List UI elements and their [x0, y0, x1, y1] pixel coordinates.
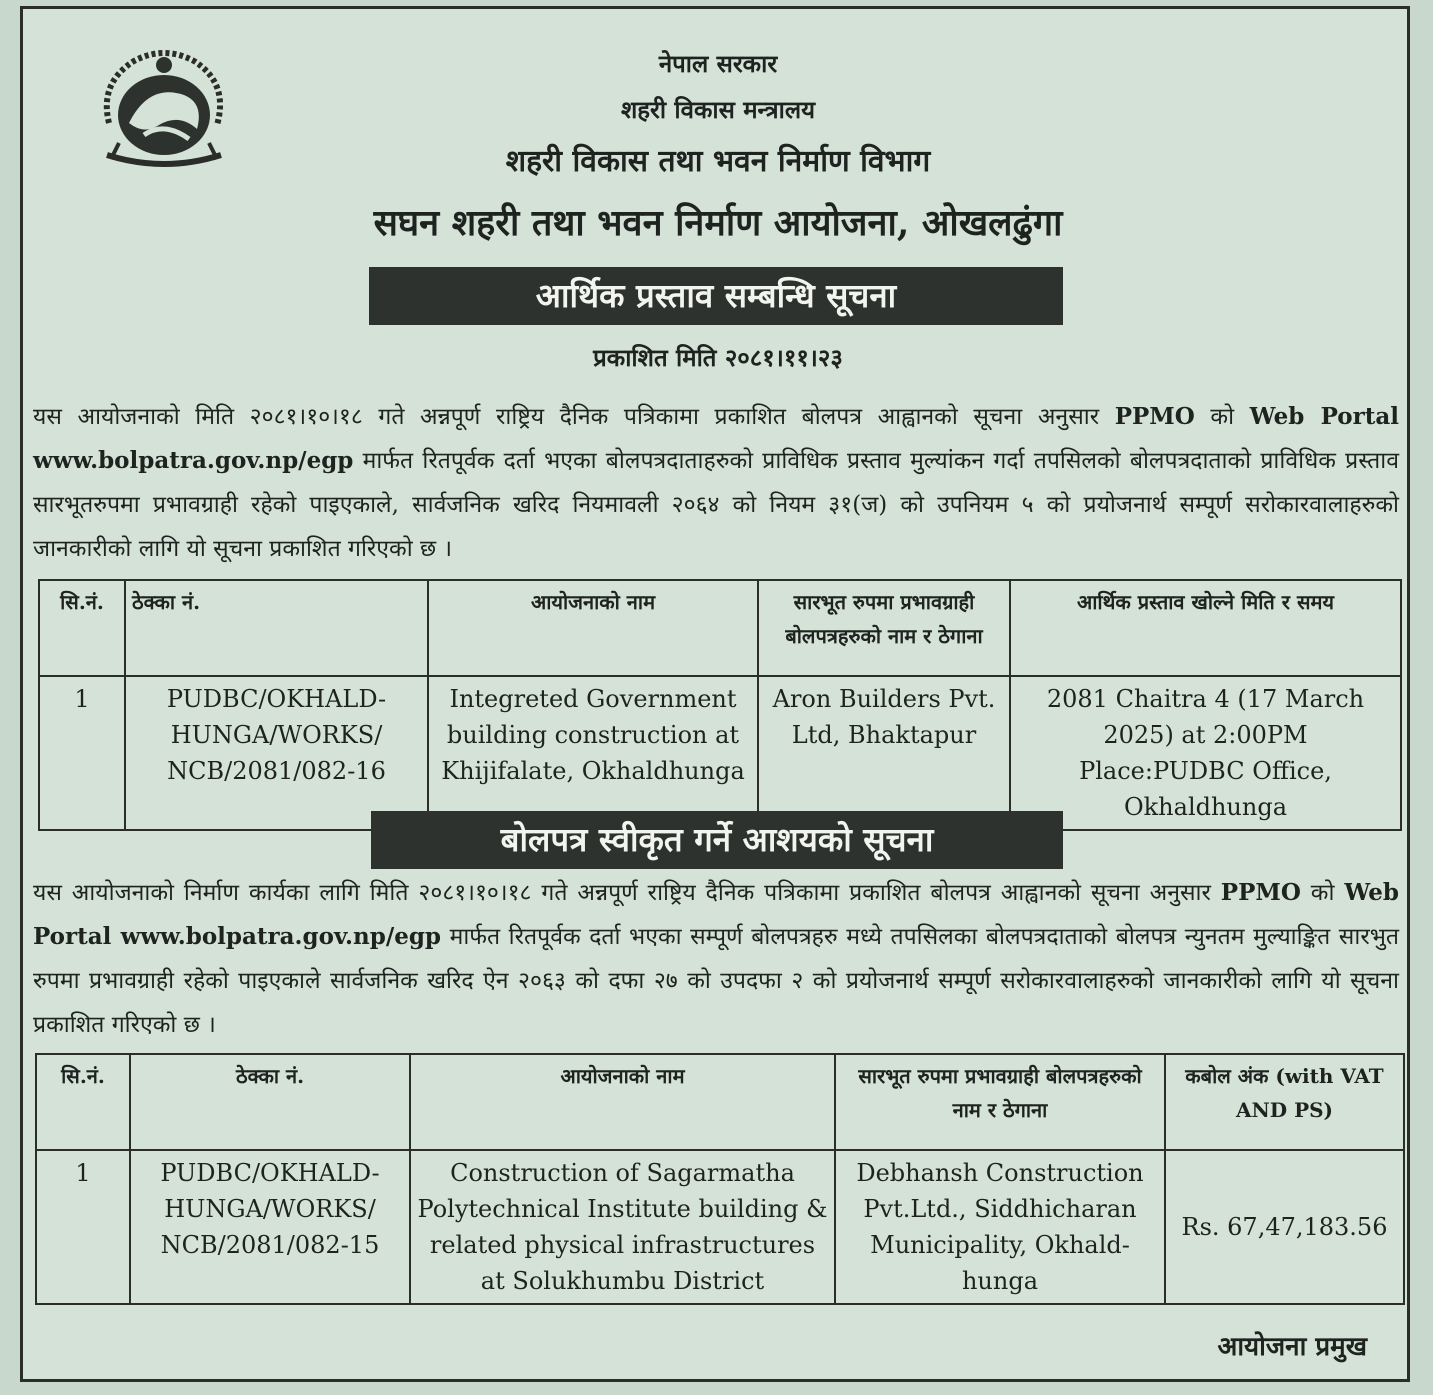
cell-bidder: Debhansh Construction Pvt.Ltd., Siddhicharan Municipality, Okhald-hunga — [835, 1150, 1165, 1304]
col-header-project-name: आयोजनाको नाम — [410, 1054, 835, 1150]
cell-sn: 1 — [36, 1150, 130, 1304]
cell-contract-no: PUDBC/OKHALD-HUNGA/WORKS/ NCB/2081/082-16 — [125, 676, 428, 830]
letter-of-intent-table — [35, 1053, 1405, 1305]
table-row — [36, 1150, 1404, 1304]
header-ministry: शहरी विकास मन्त्रालय — [620, 95, 816, 124]
notice2-body-c: मार्फत रितपूर्वक दर्ता भएका सम्पूर्ण बोलपत्रहरु मध्ये तपसिलका बोलपत्रदाताको बोलपत्र न्युनतम मुल्याङ्कित सारभुत रुपमा प्रभावग्राही रहेको पाइएकाले सार्वजनिक खरिद ऐन २०६३ को दफा २७ को उपदफा २ को प्रयोजनार्थ सम्पूर्ण सरोकारवालाहरुको जानकारीको लागि यो सूचना प्रकाशित गरिएको छ । — [33, 924, 1400, 1038]
notice-title-letter-of-intent: बोलपत्र स्वीकृत गर्ने आशयको सूचना — [371, 811, 1063, 869]
table-header-row — [39, 580, 1401, 676]
col-header-project-name: आयोजनाको नाम — [428, 580, 758, 676]
notice1-body-c: मार्फत रितपूर्वक दर्ता भएका बोलपत्रदाताहरुको प्राविधिक प्रस्ताव मुल्यांकन गर्दा तपसिलको बोलपत्रदाताको प्राविधिक प्रस्ताव सारभूतरुपमा प्रभावग्राही रहेको पाइएकाले, सार्वजनिक खरिद नियमावली २०६४ को नियम ३१(ज) को उपनियम ५ को प्रयोजनार्थ सम्पूर्ण सरोकारवालाहरुको जानकारीको लागि यो सूचना प्रकाशित गरिएको छ । — [33, 448, 1399, 562]
cell-opening-date: 2081 Chaitra 4 (17 March 2025) at 2:00PM Place:PUDBC Office, Okhaldhunga — [1010, 676, 1401, 830]
cell-project-name: Construction of Sagarmatha Polytechnical Institute building & related physical infrastructures at Solukhumbu District — [410, 1150, 835, 1304]
col-header-sn: सि.नं. — [36, 1054, 130, 1150]
cell-bidder: Aron Builders Pvt. Ltd, Bhaktapur — [758, 676, 1010, 830]
header-project-office: सघन शहरी तथा भवन निर्माण आयोजना, ओखलढुंगा — [373, 202, 1063, 244]
col-header-bidder: सारभूत रुपमा प्रभावग्राही बोलपत्रहरुको नाम र ठेगाना — [758, 580, 1010, 676]
notice1-body — [33, 395, 1399, 571]
col-header-bid-amount: कबोल अंक (with VAT AND PS) — [1165, 1054, 1404, 1150]
notice2-body — [33, 871, 1399, 1047]
col-header-contract-no: ठेक्का नं. — [125, 580, 428, 676]
col-header-bidder: सारभूत रुपमा प्रभावग्राही बोलपत्रहरुको नाम र ठेगाना — [835, 1054, 1165, 1150]
col-header-sn: सि.नं. — [39, 580, 125, 676]
header-government: नेपाल सरकार — [658, 49, 778, 78]
notice1-ppmo: PPMO — [1114, 403, 1195, 430]
notice2-body-a: यस आयोजनाको निर्माण कार्यका लागि मिति २०८१।१०।१८ गते अन्नपूर्ण राष्ट्रिय दैनिक पत्रिकामा प्रकाशित बोलपत्र आह्वानको सूचना अनुसार — [33, 880, 1221, 906]
notice2-portal: Web Portal www.bolpatra.gov.np/egp — [33, 879, 1399, 950]
notice1-body-a: यस आयोजनाको मिति २०८१।१०।१८ गते अन्नपूर्ण राष्ट्रिय दैनिक पत्रिकामा प्रकाशित बोलपत्र आह्वानको सूचना अनुसार — [33, 404, 1115, 430]
notice2-ppmo: PPMO — [1220, 879, 1301, 906]
notice-title-financial-proposal: आर्थिक प्रस्ताव सम्बन्धि सूचना — [369, 267, 1063, 325]
cell-project-name: Integreted Government building construction at Khijifalate, Okhaldhunga — [428, 676, 758, 830]
signature-project-chief: आयोजना प्रमुख — [1217, 1332, 1367, 1362]
cell-sn: 1 — [39, 676, 125, 830]
cell-bid-amount: Rs. 67,47,183.56 — [1165, 1150, 1404, 1304]
notice2-body-b: को — [1300, 880, 1345, 906]
notice-page — [20, 6, 1410, 1382]
col-header-contract-no: ठेक्का नं. — [130, 1054, 410, 1150]
table-row — [39, 676, 1401, 830]
table-header-row — [36, 1054, 1404, 1150]
cell-contract-no: PUDBC/OKHALD-HUNGA/WORKS/ NCB/2081/082-15 — [130, 1150, 410, 1304]
notice1-body-b: को — [1194, 404, 1250, 430]
notice1-portal: Web Portal www.bolpatra.gov.np/egp — [33, 403, 1400, 474]
publication-date: प्रकाशित मिति २०८१।११।२३ — [593, 343, 843, 372]
header-department: शहरी विकास तथा भवन निर्माण विभाग — [505, 144, 931, 179]
financial-proposal-table — [38, 579, 1402, 831]
col-header-opening-date: आर्थिक प्रस्ताव खोल्ने मिति र समय — [1010, 580, 1401, 676]
